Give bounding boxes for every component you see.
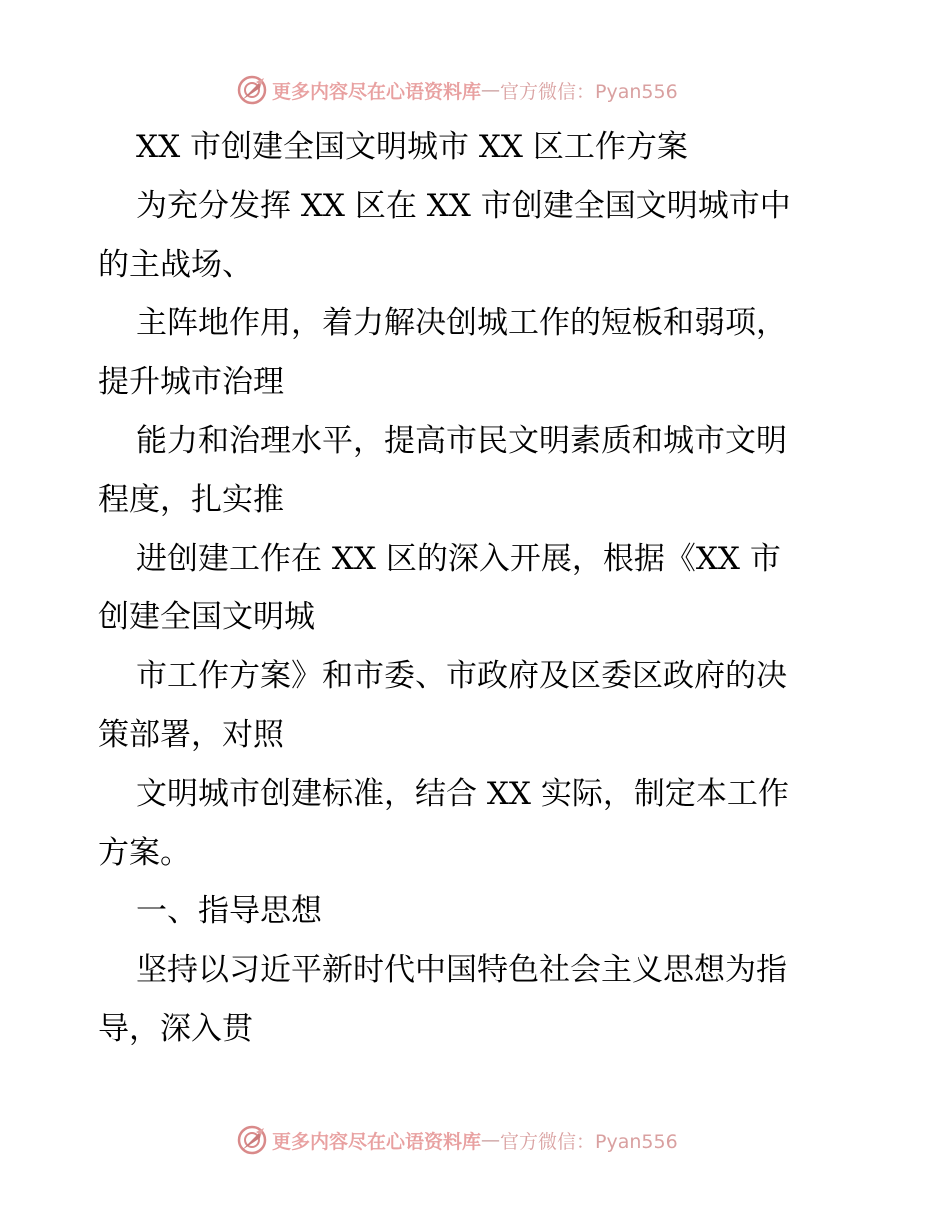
text-line: 创建全国文明城 bbox=[98, 599, 315, 636]
text-line: 提升城市治理 bbox=[98, 364, 284, 401]
watermark-separator: — bbox=[481, 79, 501, 101]
text-line: 主阵地作用，着力解决创城工作的短板和弱项， bbox=[136, 305, 787, 342]
text-line: 文明城市创建标准，结合 XX 实际，制定本工作 bbox=[136, 775, 789, 812]
text-line: 一、指导思想 bbox=[136, 893, 322, 930]
watermark-separator: — bbox=[481, 1129, 501, 1151]
text-line: 市工作方案》和市委、市政府及区委区政府的决 bbox=[136, 658, 787, 695]
watermark-text: 更多内容尽在心语资料库 bbox=[272, 1130, 482, 1153]
text-line: 的主战场、 bbox=[98, 246, 253, 283]
text-line: 进创建工作在 XX 区的深入开展，根据《XX 市 bbox=[136, 540, 781, 577]
text-line: 为充分发挥 XX 区在 XX 市创建全国文明城市中 bbox=[136, 187, 791, 224]
logo-icon bbox=[236, 1124, 268, 1156]
footer-watermark bbox=[236, 1122, 678, 1158]
text-line: 导，深入贯 bbox=[98, 1010, 253, 1047]
text-line: XX 市创建全国文明城市 XX 区工作方案 bbox=[136, 129, 688, 165]
text-line: 能力和治理水平，提高市民文明素质和城市文明 bbox=[136, 422, 787, 459]
logo-icon bbox=[236, 74, 268, 106]
text-line: 程度，扎实推 bbox=[98, 481, 284, 518]
text-line: 方案。 bbox=[98, 834, 191, 871]
header-watermark bbox=[236, 72, 678, 108]
text-line: 坚持以习近平新时代中国特色社会主义思想为指 bbox=[136, 952, 787, 989]
watermark-contact: 官方微信：Pyan556 bbox=[500, 80, 678, 103]
watermark-text: 更多内容尽在心语资料库 bbox=[272, 80, 482, 103]
watermark-contact: 官方微信：Pyan556 bbox=[500, 1130, 678, 1153]
document-body bbox=[98, 118, 858, 1059]
text-line: 策部署，对照 bbox=[98, 716, 284, 753]
